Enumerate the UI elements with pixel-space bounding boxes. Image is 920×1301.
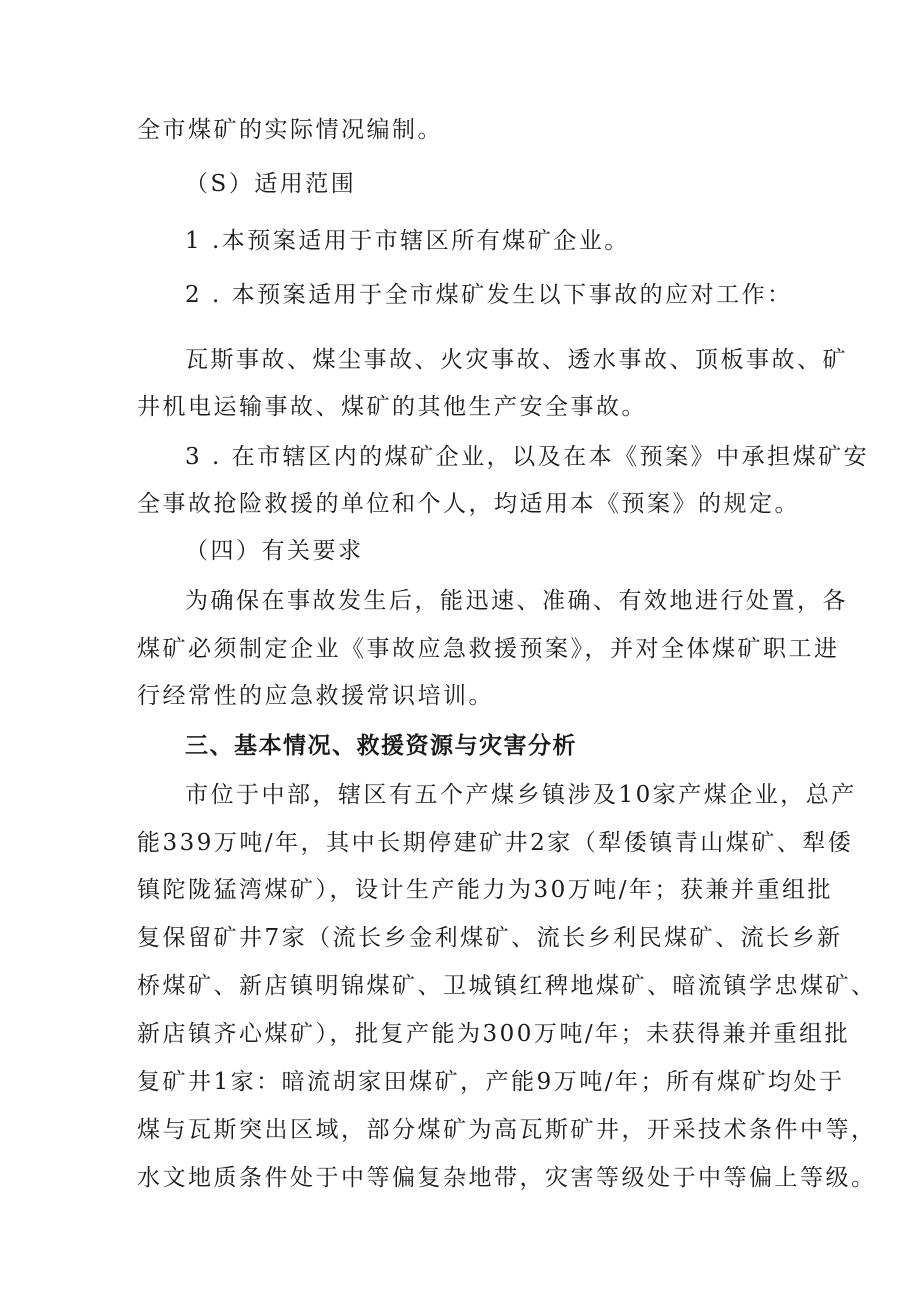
text-line-content: 桥煤矿、新店镇明锦煤矿、卫城镇红稗地煤矿、暗流镇学忠煤矿、 (137, 973, 877, 999)
text-line (0, 870, 920, 910)
text-line-content: 全事故抢险救援的单位和个人，均适用本《预案》的规定。 (137, 491, 800, 517)
text-line-content: 能339万吨/年，其中长期停建矿井2家（犁倭镇青山煤矿、犁倭 (137, 830, 854, 856)
text-line-content: 全市煤矿的实际情况编制。 (137, 117, 443, 143)
text-line-content: 复保留矿井7家（流长乡金利煤矿、流长乡利民煤矿、流长乡新 (137, 925, 843, 951)
text-line-content: 煤与瓦斯突出区域，部分煤矿为高瓦斯矿井，开采技术条件中等， (137, 1117, 877, 1143)
text-line (0, 629, 920, 669)
text-line-content: 瓦斯事故、煤尘事故、火灾事故、透水事故、顶板事故、矿 (185, 347, 848, 373)
text-line-content: 行经常性的应急救援常识培训。 (137, 683, 494, 709)
text-line (0, 1062, 920, 1102)
list-item-1: 1 .本预案适用于市辖区所有煤矿企业。 (185, 228, 630, 254)
text-line (0, 966, 920, 1006)
text-line-content: 新店镇齐心煤矿），批复产能为300万吨/年；未获得兼并重组批 (137, 1021, 851, 1047)
list-item-3: 3 . 在市辖区内的煤矿企业，以及在本《预案》中承担煤矿安 (185, 444, 870, 470)
text-line-content: 镇陀陇猛湾煤矿），设计生产能力为30万吨/年；获兼并重组批 (137, 877, 834, 903)
section-subheading (0, 164, 920, 204)
text-line-content: 市位于中部，辖区有五个产煤乡镇涉及10家产煤企业，总产 (185, 782, 857, 808)
section-heading (0, 726, 920, 766)
text-line (0, 581, 920, 621)
text-line-content: 复矿井1家：暗流胡家田煤矿，产能9万吨/年；所有煤矿均处于 (137, 1069, 845, 1095)
text-line (0, 775, 920, 815)
text-line (0, 1158, 920, 1198)
text-line (0, 1110, 920, 1150)
text-line-content: 为确保在事故发生后，能迅速、准确、有效地进行处置，各 (185, 588, 848, 614)
list-item (0, 437, 920, 477)
section-heading-text: 三、基本情况、救援资源与灾害分析 (185, 733, 577, 759)
text-line (0, 918, 920, 958)
subheading-requirements: （四）有关要求 (185, 538, 364, 564)
text-line (0, 387, 920, 427)
text-line (0, 110, 920, 150)
list-item-2: 2 . 本预案适用于全市煤矿发生以下事故的应对工作： (185, 282, 793, 308)
text-line (0, 1014, 920, 1054)
text-line (0, 340, 920, 380)
list-item (0, 275, 920, 315)
text-line (0, 484, 920, 524)
subheading-scope: （S）适用范围 (185, 171, 357, 197)
text-line-content: 水文地质条件处于中等偏复杂地带，灾害等级处于中等偏上等级。 (137, 1165, 877, 1191)
text-line-content: 煤矿必须制定企业《事故应急救援预案》，并对全体煤矿职工进 (137, 636, 840, 662)
text-line (0, 676, 920, 716)
list-item (0, 221, 920, 261)
text-line-content: 井机电运输事故、煤矿的其他生产安全事故。 (137, 394, 647, 420)
section-subheading (0, 531, 920, 571)
text-line (0, 823, 920, 863)
